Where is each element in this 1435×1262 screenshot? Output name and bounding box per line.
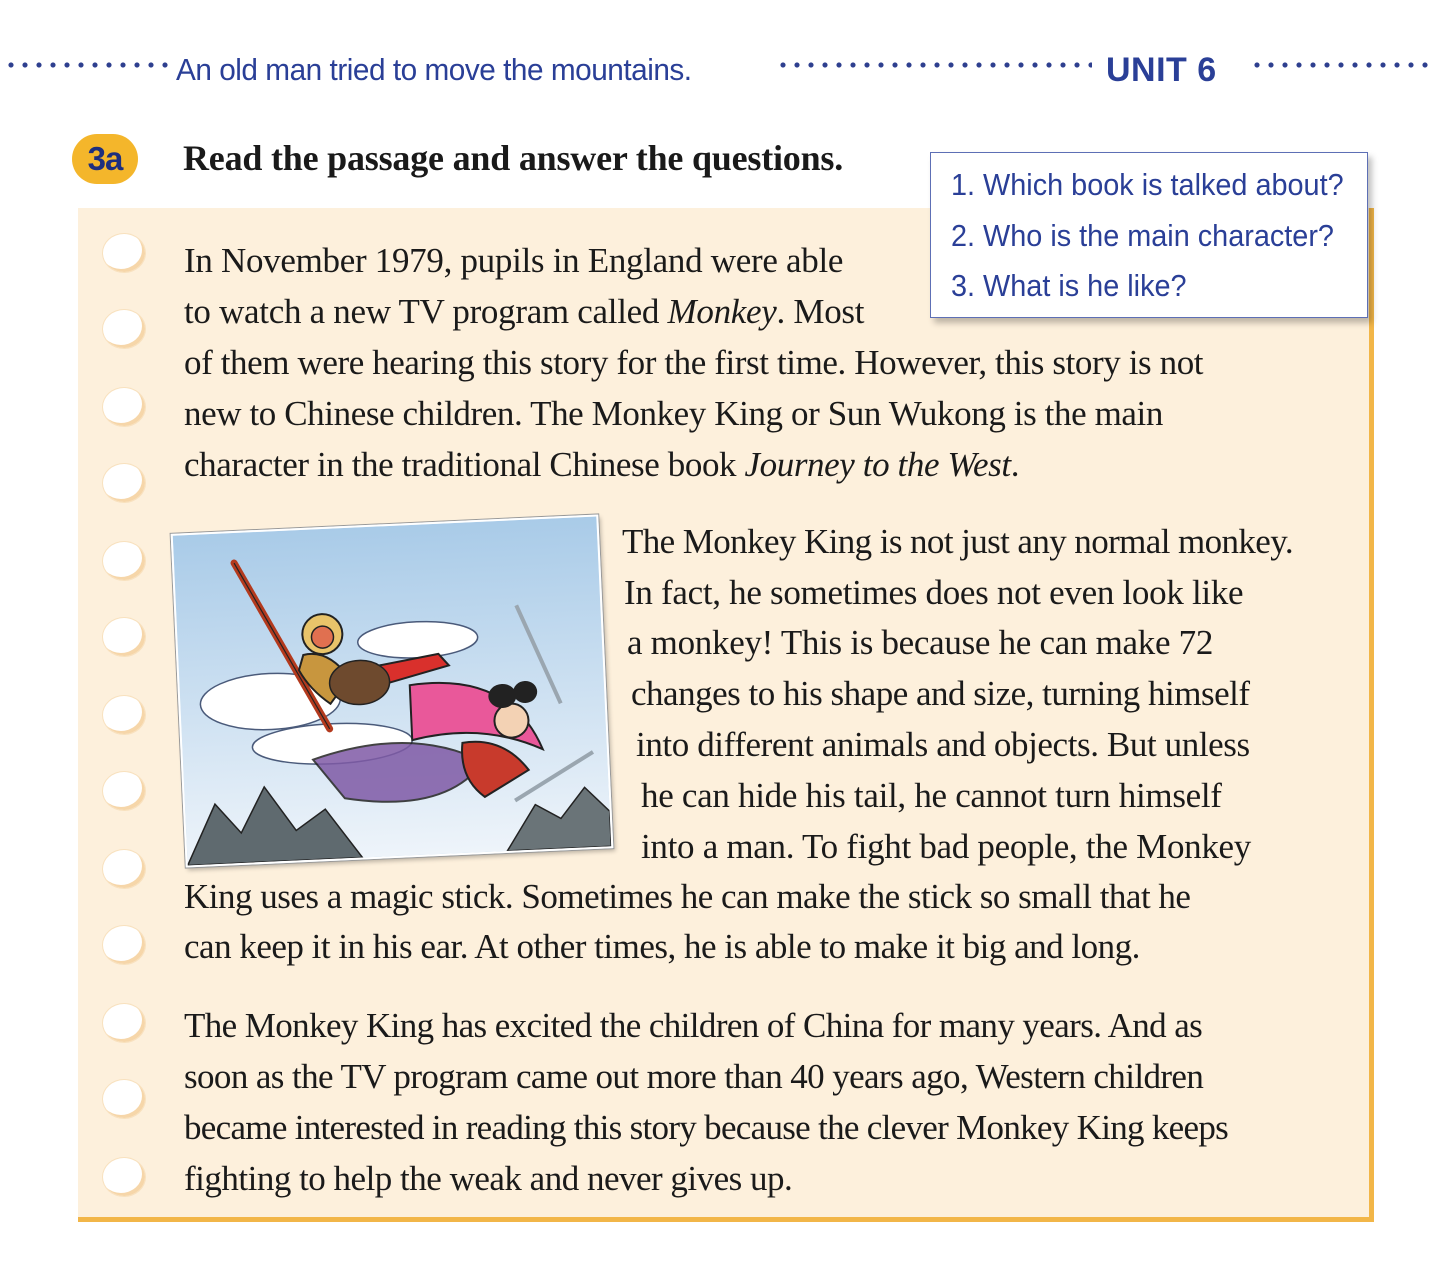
text-line: fighting to help the weak and never gives up. [184, 1159, 793, 1198]
text-line: King uses a magic stick. Sometimes he can make the stick so small that he [184, 877, 1191, 916]
ring-icon [103, 464, 145, 502]
ring-icon [103, 310, 145, 348]
monkey-king-illustration [171, 514, 614, 867]
page-header [0, 48, 1435, 96]
header-dots-right [1250, 60, 1432, 70]
text-line: a monkey! This is because he can make 72 [627, 623, 1214, 662]
ring-icon [103, 696, 145, 734]
question-1: 1. Which book is talked about? [951, 167, 1344, 202]
question-2: 2. Who is the main character? [951, 218, 1334, 253]
header-dots-middle [776, 60, 1092, 70]
text-line [184, 287, 864, 337]
text-line: soon as the TV program came out more than 40 years ago, Western children [184, 1057, 1204, 1096]
text-line: In November 1979, pupils in England were able [184, 241, 844, 280]
text-line: new to Chinese children. The Monkey King or Sun Wukong is the main [184, 394, 1163, 433]
text-line: he can hide his tail, he cannot turn himself [641, 776, 1222, 815]
ring-icon [103, 850, 145, 888]
text-line: The Monkey King has excited the children of China for many years. And as [184, 1006, 1203, 1045]
ring-icon [103, 388, 145, 426]
text-line: became interested in reading this story because the clever Monkey King keeps [184, 1108, 1229, 1147]
ring-icon [103, 1004, 145, 1042]
text-line: The Monkey King is not just any normal monkey. [622, 522, 1294, 561]
question-3: 3. What is he like? [951, 268, 1187, 303]
ring-icon [103, 1158, 145, 1196]
ring-icon [103, 926, 145, 964]
text-line: into different animals and objects. But unless [636, 725, 1250, 764]
program-title: Monkey [667, 292, 777, 331]
header-dots-left [4, 60, 172, 70]
ring-icon [103, 618, 145, 656]
ring-icon [103, 1080, 145, 1118]
text-line [184, 440, 1019, 490]
ring-icon [103, 234, 145, 272]
text-line: of them were hearing this story for the first time. However, this story is not [184, 343, 1204, 382]
unit-label: UNIT 6 [1106, 51, 1217, 89]
text-line: In fact, he sometimes does not even look like [624, 573, 1244, 612]
ring-icon [103, 772, 145, 810]
text-span: . Most [776, 292, 865, 331]
text-span: . [1010, 445, 1020, 484]
section-badge: 3a [72, 134, 138, 184]
text-line: into a man. To fight bad people, the Monkey [641, 827, 1251, 866]
monkey-king-icon [173, 517, 612, 866]
text-line: changes to his shape and size, turning himself [631, 674, 1250, 713]
instruction-heading: Read the passage and answer the questions. [183, 138, 844, 178]
text-span: character in the traditional Chinese book [184, 445, 745, 484]
book-title: Journey to the West [744, 445, 1011, 484]
text-span: to watch a new TV program called [184, 292, 668, 331]
header-title: An old man tried to move the mountains. [176, 52, 692, 87]
ring-icon [103, 542, 145, 580]
questions-box [930, 152, 1368, 318]
text-line: can keep it in his ear. At other times, he is able to make it big and long. [184, 927, 1140, 966]
